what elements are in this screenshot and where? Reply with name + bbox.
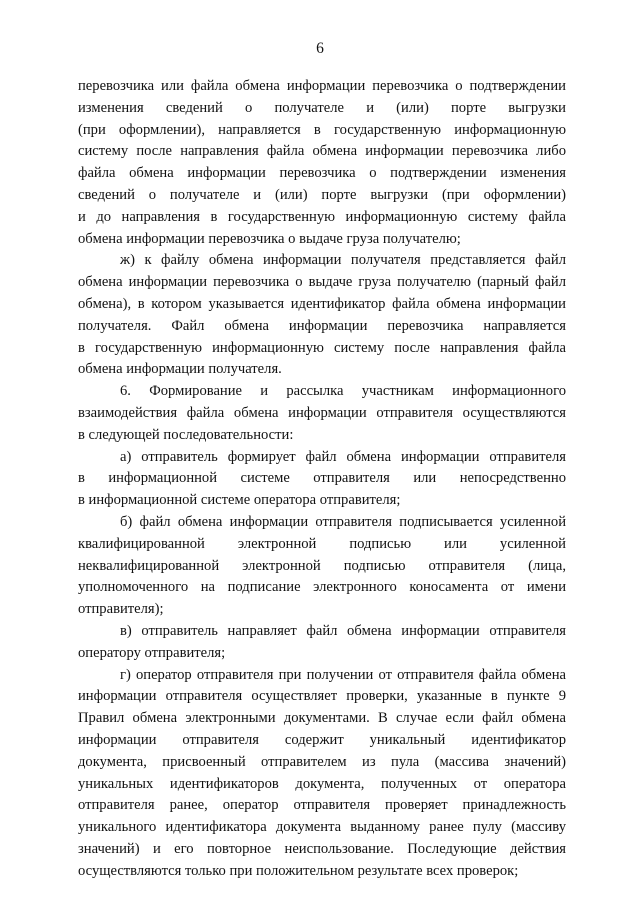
text-line: перевозчика или файла обмена информации перевозчика о подтверждении (78, 78, 566, 94)
paragraph (78, 665, 566, 883)
text-line: обмена информации перевозчика о выдаче груза получателю (парный файл (78, 274, 566, 291)
text-line: в) отправитель направляет файл обмена информации отправителя (120, 622, 566, 639)
text-line: в государственную информационную систему после направления файла (78, 339, 566, 356)
text-line: изменения сведений о получателе и (или) порте выгрузки (78, 99, 566, 116)
text-line: обмена информации перевозчика о выдаче груза получателю; (78, 230, 461, 247)
text-line: Правил обмена электронными документами. В случае если файл обмена (78, 710, 566, 727)
text-line: и до направления в государственную информационную систему файла (78, 208, 566, 225)
text-line: в информационной системе отправителя или непосредственно (78, 470, 566, 487)
text-line: 6. Формирование и рассылка участникам информационного (120, 383, 566, 400)
text-line: обмена информации получателя. (78, 361, 282, 378)
text-line: неквалифицированной электронной подписью отправителя (лица, (78, 557, 566, 574)
text-line: файла обмена информации перевозчика о подтверждении изменения (78, 165, 566, 182)
text-line: отправителя ранее, оператор отправителя проверяет принадлежность (78, 797, 566, 814)
text-line: б) файл обмена информации отправителя подписывается усиленной (120, 513, 566, 530)
paragraph (78, 250, 566, 381)
text-line: ж) к файлу обмена информации получателя представляется файл (120, 252, 566, 269)
paragraph (78, 621, 566, 665)
text-line: обмена), в котором указывается идентификатор файла обмена информации (78, 295, 566, 312)
text-line: а) отправитель формирует файл обмена информации отправителя (120, 448, 566, 465)
text-line: отправителя); (78, 601, 164, 618)
page-number: 6 (316, 40, 324, 57)
text-line: взаимодействия файла обмена информации отправителя осуществляются (78, 404, 566, 421)
text-line: осуществляются только при положительном результате всех проверок; (78, 862, 519, 879)
text-line: значений) и его повторное неиспользование. Последующие действия (78, 840, 566, 857)
text-line: квалифицированной электронной подписью или усиленной (78, 535, 566, 552)
text-line: в информационной системе оператора отправителя; (78, 492, 401, 509)
text-line: г) оператор отправителя при получении от отправителя файла обмена (120, 666, 566, 683)
text-line: информации отправителя содержит уникальный идентификатор (78, 731, 566, 748)
document-body (78, 76, 566, 882)
text-line: информации отправителя осуществляет проверки, указанные в пункте 9 (78, 688, 566, 705)
text-line: (при оформлении), направляется в государственную информационную (78, 121, 566, 138)
text-line: получателя. Файл обмена информации перевозчика направляется (78, 317, 566, 334)
text-line: систему после направления файла обмена информации перевозчика либо (78, 143, 566, 160)
text-line: в следующей последовательности: (78, 426, 294, 443)
text-line: оператору отправителя; (78, 644, 226, 661)
text-line: сведений о получателе и (или) порте выгрузки (при оформлении) (78, 186, 566, 203)
text-line: уполномоченного на подписание электронного коносамента от имени (78, 579, 566, 596)
paragraph (78, 76, 566, 250)
text-line: уникального идентификатора документа выданному ранее пулу (массиву (78, 819, 566, 836)
paragraph (78, 381, 566, 446)
paragraph (78, 512, 566, 621)
text-line: документа, присвоенный отправителем из пула (массива значений) (78, 753, 566, 770)
paragraph (78, 447, 566, 512)
text-line: уникальных идентификаторов документа, полученных от оператора (78, 775, 566, 792)
